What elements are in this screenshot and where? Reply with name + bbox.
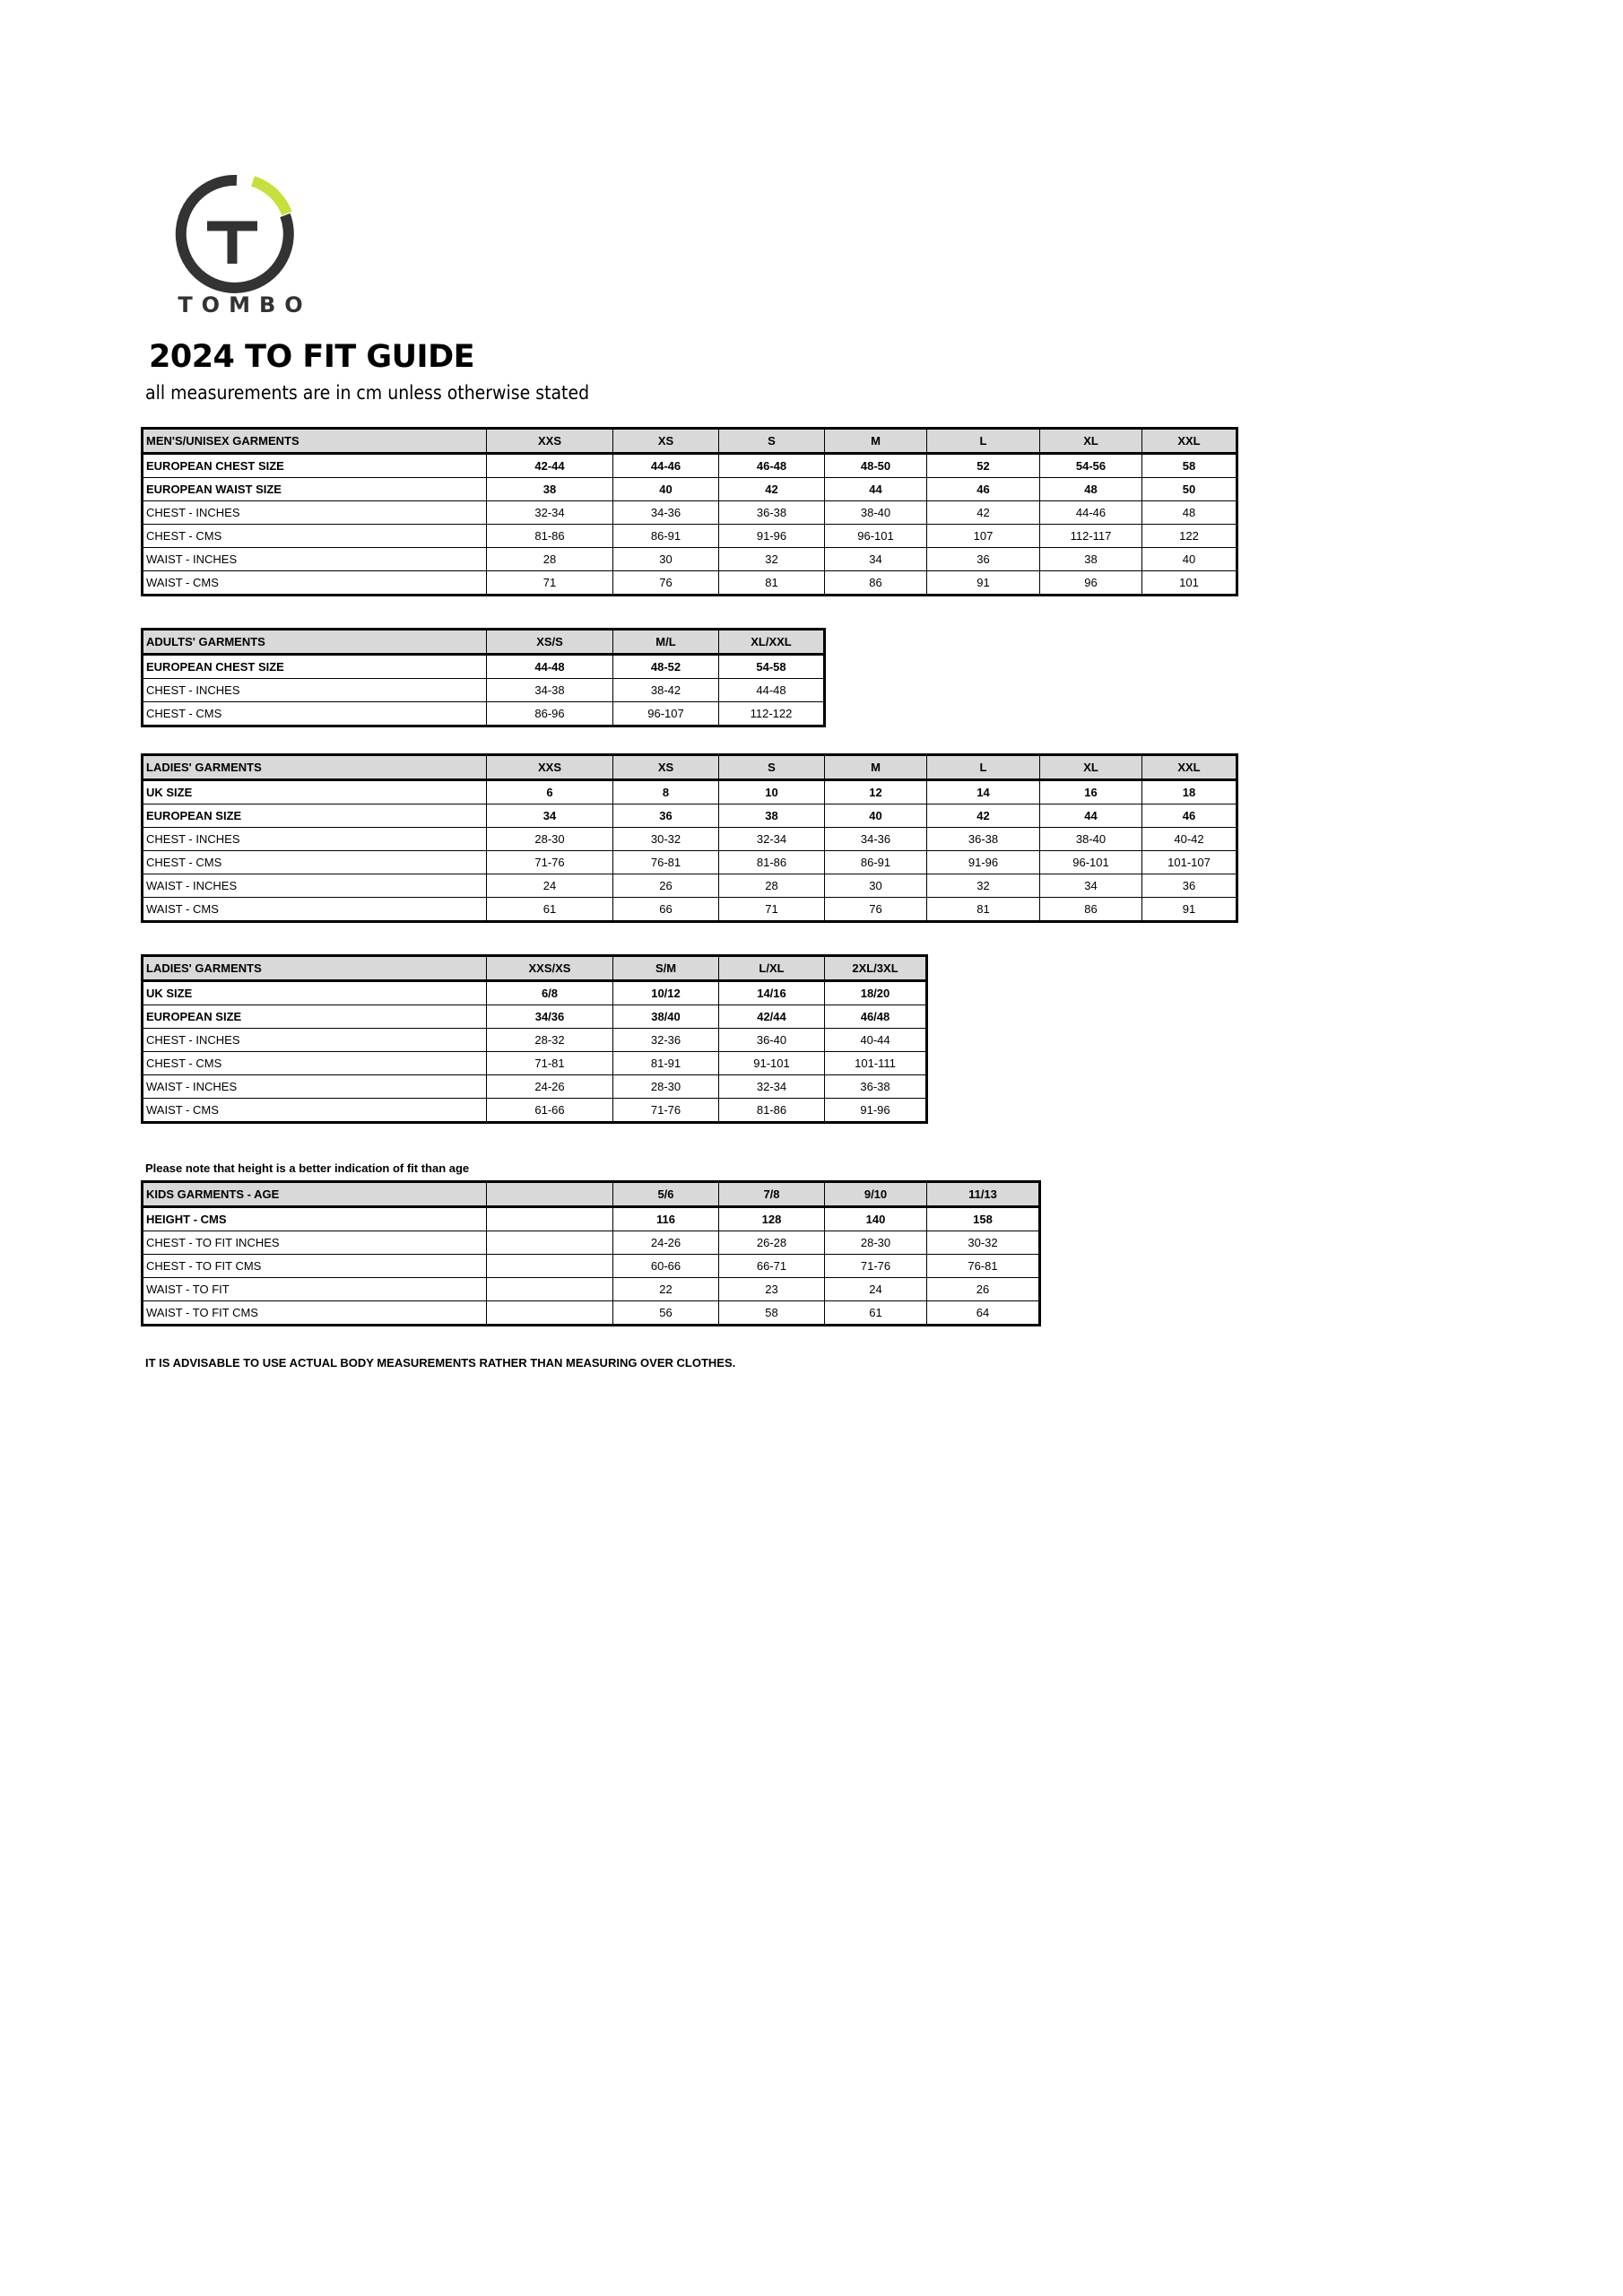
row-label-cell: CHEST - INCHES — [143, 828, 487, 851]
measurement-cell: 36 — [927, 548, 1040, 571]
size-header-cell: XS/S — [487, 630, 613, 655]
measurement-cell: 6/8 — [487, 981, 613, 1005]
measurement-advice: IT IS ADVISABLE TO USE ACTUAL BODY MEASUREMENTS RATHER THAN MEASURING OVER CLOTHES. — [145, 1356, 736, 1370]
measurement-cell: 28-32 — [487, 1029, 613, 1052]
table-row — [143, 571, 1237, 596]
measurement-cell: 34 — [1040, 874, 1142, 898]
row-label-cell: WAIST - INCHES — [143, 548, 487, 571]
tombo-logo — [151, 160, 339, 321]
measurement-cell: 56 — [613, 1301, 719, 1326]
table-row — [143, 1301, 1040, 1326]
measurement-cell: 50 — [1142, 478, 1237, 501]
measurement-cell: 48 — [1142, 501, 1237, 525]
measurement-cell: 91 — [1142, 898, 1237, 922]
row-label-cell: WAIST - CMS — [143, 1099, 487, 1123]
measurement-cell: 52 — [927, 454, 1040, 478]
measurement-cell: 32-36 — [613, 1029, 719, 1052]
size-header-cell: M/L — [613, 630, 719, 655]
measurement-cell: 58 — [719, 1301, 825, 1326]
row-label-cell: EUROPEAN SIZE — [143, 1005, 487, 1029]
row-label-cell: WAIST - INCHES — [143, 1075, 487, 1099]
adults-size-table — [141, 628, 826, 727]
measurement-cell: 10/12 — [613, 981, 719, 1005]
table-row — [143, 702, 825, 726]
measurement-cell: 71 — [719, 898, 825, 922]
table-row — [143, 804, 1237, 828]
table-row — [143, 874, 1237, 898]
measurement-cell: 71-76 — [825, 1255, 927, 1278]
table-header-row — [143, 755, 1237, 780]
size-header-cell: XL — [1040, 429, 1142, 454]
row-label-cell: EUROPEAN SIZE — [143, 804, 487, 828]
row-label-cell: CHEST - INCHES — [143, 501, 487, 525]
measurement-cell: 16 — [1040, 780, 1142, 804]
row-label-cell: WAIST - INCHES — [143, 874, 487, 898]
measurement-cell: 48-52 — [613, 655, 719, 679]
measurement-cell: 61 — [825, 1301, 927, 1326]
size-header-cell: 5/6 — [613, 1182, 719, 1207]
measurement-cell: 38 — [1040, 548, 1142, 571]
table-header-row — [143, 956, 927, 981]
measurement-cell: 36-40 — [719, 1029, 825, 1052]
table-row — [143, 501, 1237, 525]
size-header-cell: XXL — [1142, 429, 1237, 454]
measurement-cell: 128 — [719, 1207, 825, 1231]
logo-wordmark: TOMBO — [178, 292, 312, 317]
table-title-cell: LADIES' GARMENTS — [143, 755, 487, 780]
row-label-cell: CHEST - INCHES — [143, 679, 487, 702]
measurement-cell: 28-30 — [825, 1231, 927, 1255]
measurement-cell: 96-101 — [1040, 851, 1142, 874]
measurement-cell: 26 — [927, 1278, 1040, 1301]
table-row — [143, 1029, 927, 1052]
measurement-cell: 30 — [613, 548, 719, 571]
measurement-cell: 71-81 — [487, 1052, 613, 1075]
measurement-cell: 96-101 — [825, 525, 927, 548]
table-row — [143, 525, 1237, 548]
measurement-cell: 34-36 — [825, 828, 927, 851]
page-subtitle: all measurements are in cm unless otherwise stated — [145, 382, 590, 404]
measurement-cell: 46 — [927, 478, 1040, 501]
measurement-cell: 86-96 — [487, 702, 613, 726]
measurement-cell: 30 — [825, 874, 927, 898]
measurement-cell: 46-48 — [719, 454, 825, 478]
measurement-cell: 38 — [487, 478, 613, 501]
measurement-cell: 91-96 — [719, 525, 825, 548]
measurement-cell: 71 — [487, 571, 613, 596]
measurement-cell: 14/16 — [719, 981, 825, 1005]
row-label-cell: CHEST - CMS — [143, 1052, 487, 1075]
size-header-cell: M — [825, 429, 927, 454]
measurement-cell: 38-40 — [1040, 828, 1142, 851]
measurement-cell: 23 — [719, 1278, 825, 1301]
page-title: 2024 TO FIT GUIDE — [149, 339, 475, 375]
measurement-cell: 42-44 — [487, 454, 613, 478]
ladies-combined-size-table — [141, 954, 928, 1124]
size-header-cell: XS — [613, 429, 719, 454]
measurement-cell: 8 — [613, 780, 719, 804]
size-header-cell: M — [825, 755, 927, 780]
table-row — [143, 851, 1237, 874]
size-header-cell: XXS/XS — [487, 956, 613, 981]
measurement-cell: 38-40 — [825, 501, 927, 525]
table-header-row — [143, 1182, 1040, 1207]
measurement-cell: 24-26 — [613, 1231, 719, 1255]
measurement-cell: 91 — [927, 571, 1040, 596]
measurement-cell: 81 — [927, 898, 1040, 922]
size-header-cell: XL — [1040, 755, 1142, 780]
measurement-cell: 91-96 — [927, 851, 1040, 874]
measurement-cell: 14 — [927, 780, 1040, 804]
measurement-cell: 158 — [927, 1207, 1040, 1231]
table-row — [143, 1052, 927, 1075]
row-label-cell: WAIST - TO FIT — [143, 1278, 487, 1301]
table-row — [143, 478, 1237, 501]
measurement-cell — [487, 1301, 613, 1326]
measurement-cell: 32 — [719, 548, 825, 571]
row-label-cell: WAIST - CMS — [143, 571, 487, 596]
table-row — [143, 1231, 1040, 1255]
measurement-cell: 122 — [1142, 525, 1237, 548]
measurement-cell: 40 — [613, 478, 719, 501]
row-label-cell: CHEST - TO FIT CMS — [143, 1255, 487, 1278]
measurement-cell: 66 — [613, 898, 719, 922]
measurement-cell: 86 — [1040, 898, 1142, 922]
size-header-cell: L — [927, 429, 1040, 454]
table-row — [143, 655, 825, 679]
measurement-cell: 71-76 — [487, 851, 613, 874]
table-title-cell: KIDS GARMENTS - AGE — [143, 1182, 487, 1207]
measurement-cell: 76-81 — [927, 1255, 1040, 1278]
measurement-cell: 18/20 — [825, 981, 927, 1005]
size-header-cell: XXS — [487, 755, 613, 780]
measurement-cell: 76-81 — [613, 851, 719, 874]
measurement-cell: 54-58 — [719, 655, 825, 679]
table-row — [143, 679, 825, 702]
measurement-cell: 36-38 — [825, 1075, 927, 1099]
measurement-cell: 22 — [613, 1278, 719, 1301]
measurement-cell: 6 — [487, 780, 613, 804]
measurement-cell: 34 — [487, 804, 613, 828]
measurement-cell: 64 — [927, 1301, 1040, 1326]
measurement-cell: 96 — [1040, 571, 1142, 596]
measurement-cell: 26 — [613, 874, 719, 898]
measurement-cell: 36-38 — [719, 501, 825, 525]
measurement-cell: 34 — [825, 548, 927, 571]
measurement-cell: 71-76 — [613, 1099, 719, 1123]
size-header-cell: L — [927, 755, 1040, 780]
measurement-cell: 101-111 — [825, 1052, 927, 1075]
measurement-cell: 10 — [719, 780, 825, 804]
measurement-cell: 42 — [927, 501, 1040, 525]
measurement-cell: 42/44 — [719, 1005, 825, 1029]
measurement-cell: 30-32 — [927, 1231, 1040, 1255]
measurement-cell: 24 — [487, 874, 613, 898]
measurement-cell: 112-122 — [719, 702, 825, 726]
measurement-cell: 81-86 — [487, 525, 613, 548]
measurement-cell: 32-34 — [719, 828, 825, 851]
table-row — [143, 780, 1237, 804]
row-label-cell: WAIST - CMS — [143, 898, 487, 922]
row-label-cell: CHEST - TO FIT INCHES — [143, 1231, 487, 1255]
row-label-cell: CHEST - INCHES — [143, 1029, 487, 1052]
measurement-cell: 12 — [825, 780, 927, 804]
row-label-cell: WAIST - TO FIT CMS — [143, 1301, 487, 1326]
measurement-cell: 66-71 — [719, 1255, 825, 1278]
size-header-cell: S — [719, 429, 825, 454]
ladies-size-table — [141, 753, 1238, 923]
measurement-cell: 32-34 — [719, 1075, 825, 1099]
measurement-cell: 58 — [1142, 454, 1237, 478]
kids-fit-note: Please note that height is a better indication of fit than age — [145, 1161, 470, 1175]
measurement-cell — [487, 1207, 613, 1231]
measurement-cell: 40 — [825, 804, 927, 828]
measurement-cell: 32 — [927, 874, 1040, 898]
measurement-cell: 44-46 — [1040, 501, 1142, 525]
measurement-cell: 34-38 — [487, 679, 613, 702]
measurement-cell: 44 — [1040, 804, 1142, 828]
measurement-cell — [487, 1231, 613, 1255]
measurement-cell: 44-48 — [719, 679, 825, 702]
table-row — [143, 454, 1237, 478]
measurement-cell: 44-48 — [487, 655, 613, 679]
measurement-cell: 18 — [1142, 780, 1237, 804]
size-header-cell: S — [719, 755, 825, 780]
measurement-cell: 28-30 — [613, 1075, 719, 1099]
table-title-cell: MEN'S/UNISEX GARMENTS — [143, 429, 487, 454]
measurement-cell: 81 — [719, 571, 825, 596]
measurement-cell: 36 — [1142, 874, 1237, 898]
mens-unisex-size-table — [141, 427, 1238, 596]
size-header-cell: S/M — [613, 956, 719, 981]
measurement-cell: 42 — [927, 804, 1040, 828]
table-title-cell: LADIES' GARMENTS — [143, 956, 487, 981]
measurement-cell: 96-107 — [613, 702, 719, 726]
measurement-cell: 48-50 — [825, 454, 927, 478]
measurement-cell: 91-101 — [719, 1052, 825, 1075]
measurement-cell — [487, 1255, 613, 1278]
size-header-cell: XS — [613, 755, 719, 780]
row-label-cell: CHEST - CMS — [143, 851, 487, 874]
measurement-cell: 76 — [613, 571, 719, 596]
table-row — [143, 981, 927, 1005]
measurement-cell: 40-44 — [825, 1029, 927, 1052]
table-row — [143, 1005, 927, 1029]
measurement-cell: 38/40 — [613, 1005, 719, 1029]
measurement-cell: 24-26 — [487, 1075, 613, 1099]
measurement-cell: 76 — [825, 898, 927, 922]
measurement-cell: 86 — [825, 571, 927, 596]
measurement-cell: 101-107 — [1142, 851, 1237, 874]
measurement-cell: 60-66 — [613, 1255, 719, 1278]
table-row — [143, 1278, 1040, 1301]
table-row — [143, 898, 1237, 922]
measurement-cell: 40 — [1142, 548, 1237, 571]
measurement-cell: 81-91 — [613, 1052, 719, 1075]
measurement-cell: 86-91 — [825, 851, 927, 874]
measurement-cell: 38-42 — [613, 679, 719, 702]
size-header-cell — [487, 1182, 613, 1207]
table-header-row — [143, 429, 1237, 454]
size-header-cell: XXL — [1142, 755, 1237, 780]
size-header-cell: 2XL/3XL — [825, 956, 927, 981]
measurement-cell: 26-28 — [719, 1231, 825, 1255]
measurement-cell: 30-32 — [613, 828, 719, 851]
table-row — [143, 1075, 927, 1099]
size-header-cell: 9/10 — [825, 1182, 927, 1207]
measurement-cell: 116 — [613, 1207, 719, 1231]
row-label-cell: HEIGHT - CMS — [143, 1207, 487, 1231]
size-header-cell: 11/13 — [927, 1182, 1040, 1207]
table-header-row — [143, 630, 825, 655]
logo-t-glyph — [207, 226, 257, 264]
size-header-cell: L/XL — [719, 956, 825, 981]
table-row — [143, 1255, 1040, 1278]
measurement-cell: 101 — [1142, 571, 1237, 596]
measurement-cell: 28 — [719, 874, 825, 898]
row-label-cell: EUROPEAN CHEST SIZE — [143, 454, 487, 478]
table-row — [143, 548, 1237, 571]
measurement-cell: 24 — [825, 1278, 927, 1301]
measurement-cell: 42 — [719, 478, 825, 501]
measurement-cell: 34-36 — [613, 501, 719, 525]
measurement-cell: 54-56 — [1040, 454, 1142, 478]
measurement-cell: 44 — [825, 478, 927, 501]
table-row — [143, 1207, 1040, 1231]
table-title-cell: ADULTS' GARMENTS — [143, 630, 487, 655]
measurement-cell: 48 — [1040, 478, 1142, 501]
row-label-cell: CHEST - CMS — [143, 525, 487, 548]
measurement-cell: 36-38 — [927, 828, 1040, 851]
size-header-cell: 7/8 — [719, 1182, 825, 1207]
measurement-cell: 28 — [487, 548, 613, 571]
size-header-cell: XL/XXL — [719, 630, 825, 655]
row-label-cell: CHEST - CMS — [143, 702, 487, 726]
measurement-cell: 61-66 — [487, 1099, 613, 1123]
measurement-cell: 38 — [719, 804, 825, 828]
measurement-cell: 36 — [613, 804, 719, 828]
measurement-cell: 44-46 — [613, 454, 719, 478]
measurement-cell: 46 — [1142, 804, 1237, 828]
row-label-cell: UK SIZE — [143, 780, 487, 804]
logo-ring-accent — [253, 181, 287, 213]
measurement-cell: 81-86 — [719, 851, 825, 874]
measurement-cell: 34/36 — [487, 1005, 613, 1029]
measurement-cell: 61 — [487, 898, 613, 922]
measurement-cell: 32-34 — [487, 501, 613, 525]
measurement-cell: 112-117 — [1040, 525, 1142, 548]
measurement-cell — [487, 1278, 613, 1301]
table-row — [143, 828, 1237, 851]
measurement-cell: 28-30 — [487, 828, 613, 851]
kids-size-table — [141, 1180, 1041, 1326]
size-header-cell: XXS — [487, 429, 613, 454]
measurement-cell: 46/48 — [825, 1005, 927, 1029]
measurement-cell: 40-42 — [1142, 828, 1237, 851]
row-label-cell: EUROPEAN CHEST SIZE — [143, 655, 487, 679]
row-label-cell: UK SIZE — [143, 981, 487, 1005]
measurement-cell: 86-91 — [613, 525, 719, 548]
measurement-cell: 81-86 — [719, 1099, 825, 1123]
measurement-cell: 107 — [927, 525, 1040, 548]
measurement-cell: 91-96 — [825, 1099, 927, 1123]
measurement-cell: 140 — [825, 1207, 927, 1231]
table-row — [143, 1099, 927, 1123]
row-label-cell: EUROPEAN WAIST SIZE — [143, 478, 487, 501]
